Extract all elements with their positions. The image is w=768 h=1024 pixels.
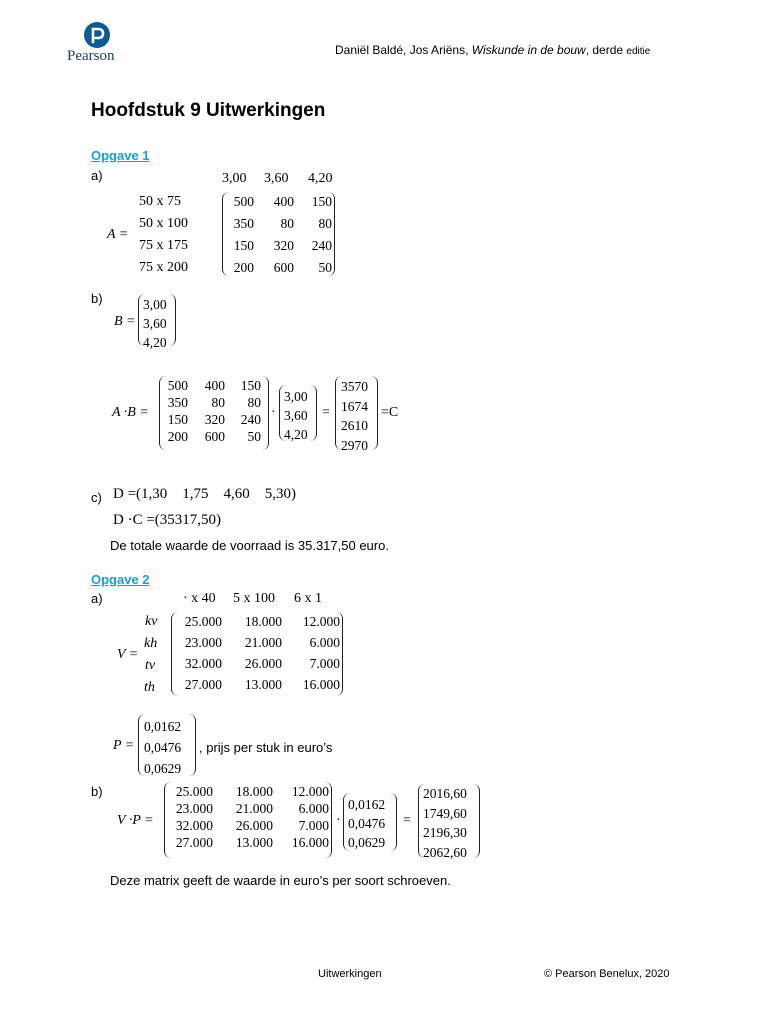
vector-p-caption: , prijs per stuk in euro’s xyxy=(199,740,333,755)
matrix-cell: 150 xyxy=(311,194,332,209)
row-header-kv: kv xyxy=(145,614,158,629)
matrix-cell: 23.000 xyxy=(184,635,222,650)
matrix-cell: 26.000 xyxy=(244,656,282,671)
vector-cell: 2196,30 xyxy=(423,825,467,840)
product-ab-lhs: A ·B = xyxy=(112,405,149,420)
matrix-cell: 350 xyxy=(167,395,188,410)
vector-cell: 2610 xyxy=(341,418,368,433)
matrix-cell: 27.000 xyxy=(175,835,213,850)
matrix-cell: 200 xyxy=(233,260,254,275)
matrix-cell: 13.000 xyxy=(235,835,273,850)
vector-cell: 0,0162 xyxy=(348,797,386,812)
opgave-1c-label: c) xyxy=(91,490,102,505)
vector-cell: 3,00 xyxy=(143,297,167,312)
vector-cell: 3,60 xyxy=(143,316,167,331)
matrix-cell: 25.000 xyxy=(175,784,213,799)
matrix-cell: 50 xyxy=(247,429,261,444)
vector-cell: 0,0629 xyxy=(144,761,182,776)
vector-cell: 0,0476 xyxy=(144,740,182,755)
matrix-cell: 50 xyxy=(318,260,332,275)
vector-cell: 0,0162 xyxy=(144,719,182,734)
col-header-3: 6 x 1 xyxy=(294,591,322,606)
matrix-cell: 150 xyxy=(233,238,254,253)
footer-section-label: Uitwerkingen xyxy=(318,968,382,980)
vector-cell: 2970 xyxy=(341,437,368,453)
equals-c: =C xyxy=(381,405,399,420)
vector-cell: 0,0476 xyxy=(348,816,386,831)
col-header-1: 3,00 xyxy=(222,171,247,186)
row-header-tv: tv xyxy=(145,658,156,673)
matrix-cell: 80 xyxy=(280,216,294,231)
matrix-cell: 32.000 xyxy=(184,656,222,671)
matrix-cell: 80 xyxy=(211,395,225,410)
vector-p-name: P = xyxy=(113,738,135,753)
header-authors: Daniël Baldé, Jos Ariëns, xyxy=(335,43,472,57)
vector-ab-b xyxy=(284,387,308,444)
row-header-2: 50 x 100 xyxy=(139,216,188,231)
vector-cell: 0,0629 xyxy=(348,835,386,850)
row-header-1: 50 x 75 xyxy=(139,194,181,209)
matrix-cell: 18.000 xyxy=(235,784,273,799)
opgave-1b-label: b) xyxy=(91,291,103,306)
matrix-cell: 6.000 xyxy=(309,635,340,650)
matrix-cell: 150 xyxy=(240,378,261,393)
vector-cell: 3,00 xyxy=(284,389,308,404)
vector-vp-p xyxy=(348,795,385,852)
opgave-1c-conclusion: De totale waarde de voorraad is 35.317,50 euro. xyxy=(110,538,389,553)
row-header-th: th xyxy=(144,680,155,695)
matrix-ab-a xyxy=(163,378,261,445)
page-title: Hoofdstuk 9 Uitwerkingen xyxy=(91,100,326,121)
matrix-cell: 80 xyxy=(247,395,261,410)
matrix-vp-v xyxy=(167,784,329,851)
row-header-3: 75 x 175 xyxy=(139,238,188,253)
matrix-cell: 500 xyxy=(167,378,188,393)
col-header-2: 3,60 xyxy=(264,171,289,186)
col-header-1: · x 40 xyxy=(183,591,216,606)
matrix-cell: 200 xyxy=(167,429,188,444)
vector-cell: 3,60 xyxy=(284,408,308,423)
matrix-cell: 150 xyxy=(167,412,188,427)
vector-b xyxy=(143,295,167,352)
matrix-cell: 12.000 xyxy=(302,614,340,629)
pearson-logo-icon xyxy=(84,22,110,48)
vector-cell: 3570 xyxy=(341,379,368,394)
matrix-cell: 18.000 xyxy=(244,614,282,629)
matrix-cell: 500 xyxy=(233,194,254,209)
header-edition-suffix: editie xyxy=(626,46,651,57)
matrix-cell: 13.000 xyxy=(244,677,282,692)
matrix-cell: 26.000 xyxy=(235,818,273,833)
matrix-cell: 27.000 xyxy=(184,677,222,692)
matrix-v xyxy=(176,614,340,693)
header-edition: , derde xyxy=(585,43,627,57)
vector-cell: 2062,60 xyxy=(423,844,467,860)
vector-cell: 1749,60 xyxy=(423,805,467,821)
pearson-logo-text: Pearson xyxy=(67,48,115,64)
matrix-cell: 400 xyxy=(273,194,294,209)
vector-p xyxy=(144,716,181,779)
col-header-3: 4,20 xyxy=(308,171,333,186)
matrix-cell: 240 xyxy=(240,412,261,427)
opgave-2-heading: Opgave 2 xyxy=(91,572,150,587)
equals-operator: = xyxy=(403,813,411,828)
product-vp-lhs: V ·P = xyxy=(117,813,154,828)
opgave-2a-label: a) xyxy=(91,591,103,606)
matrix-a xyxy=(228,194,332,276)
matrix-a-name: A = xyxy=(107,227,129,242)
matrix-cell: 16.000 xyxy=(291,835,329,850)
vector-cell: 4,20 xyxy=(284,427,308,442)
matrix-cell: 6.000 xyxy=(298,801,329,816)
vector-d-line: D =(1,30 1,75 4,60 5,30) xyxy=(113,486,297,502)
opgave-1-heading: Opgave 1 xyxy=(91,148,150,163)
matrix-cell: 7.000 xyxy=(309,656,340,671)
matrix-cell: 7.000 xyxy=(298,818,329,833)
header-citation xyxy=(335,43,650,57)
opgave-2b-label: b) xyxy=(91,784,103,799)
matrix-cell: 320 xyxy=(273,238,294,253)
header-book-title: Wiskunde in de bouw xyxy=(471,43,586,57)
row-header-4: 75 x 200 xyxy=(139,260,188,275)
matrix-cell: 16.000 xyxy=(302,677,340,692)
matrix-cell: 400 xyxy=(204,378,225,393)
matrix-cell: 21.000 xyxy=(244,635,282,650)
col-header-2: 5 x 100 xyxy=(233,591,275,606)
matrix-cell: 600 xyxy=(273,260,294,275)
product-dc-line: D ·C =(35317,50) xyxy=(113,512,222,528)
matrix-cell: 600 xyxy=(204,429,225,444)
footer-copyright: © Pearson Benelux, 2020 xyxy=(544,968,670,980)
matrix-cell: 320 xyxy=(204,412,225,427)
vector-c xyxy=(341,377,368,455)
matrix-cell: 12.000 xyxy=(291,784,329,799)
matrix-cell: 23.000 xyxy=(175,801,213,816)
vector-vp-result xyxy=(423,784,467,862)
matrix-cell: 25.000 xyxy=(184,614,222,629)
opgave-2b-conclusion: Deze matrix geeft de waarde in euro’s per soort schroeven. xyxy=(110,873,451,888)
matrix-cell: 32.000 xyxy=(175,818,213,833)
dot-operator: · xyxy=(271,405,276,420)
matrix-cell: 21.000 xyxy=(235,801,273,816)
matrix-b-name: B = xyxy=(114,314,136,329)
opgave-1a-label: a) xyxy=(91,168,103,183)
matrix-v-name: V = xyxy=(117,647,139,662)
row-header-kh: kh xyxy=(144,636,158,651)
vector-cell: 1674 xyxy=(341,398,368,414)
vector-cell: 2016,60 xyxy=(423,786,467,801)
vector-cell: 4,20 xyxy=(143,335,167,350)
matrix-cell: 240 xyxy=(311,238,332,253)
dot-operator: · xyxy=(336,813,341,828)
equals-operator: = xyxy=(322,405,330,420)
matrix-cell: 80 xyxy=(318,216,332,231)
matrix-cell: 350 xyxy=(233,216,254,231)
